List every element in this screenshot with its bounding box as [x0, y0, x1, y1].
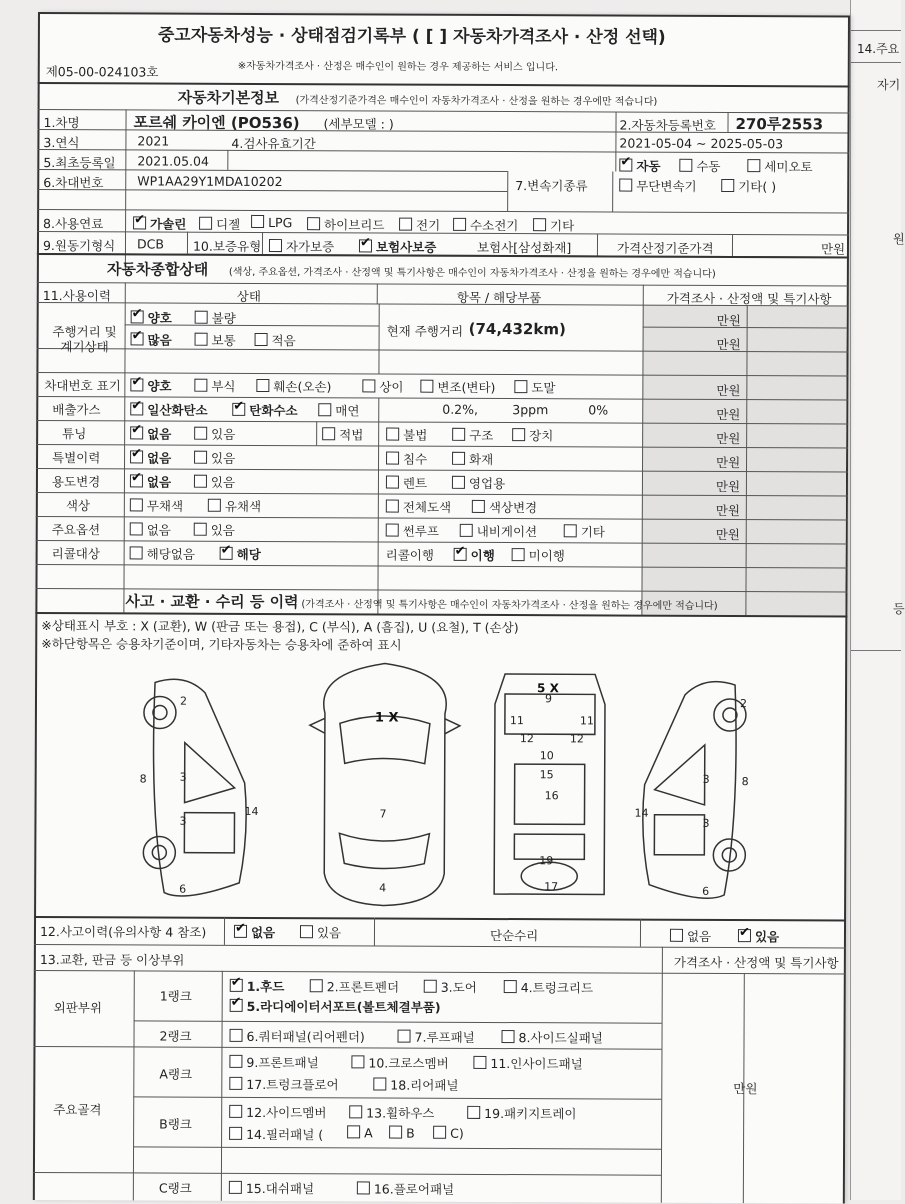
- part-package-tray-checkbox[interactable]: 19.패키지트레이: [467, 1104, 576, 1122]
- recall-yes-checkbox[interactable]: ✔ 해당: [220, 545, 261, 563]
- svg-text:10: 10: [539, 749, 554, 763]
- part-roof-panel-checkbox[interactable]: 7.루프패널: [397, 1028, 474, 1046]
- year-value: 2021: [137, 133, 170, 149]
- reg-no-label: 2.자동차등록번호: [619, 117, 716, 133]
- car-diagram: [124, 652, 765, 915]
- form-title: 중고자동차성능 · 상태점검기록부 ( [ ] 자동차가격조사 · 산정 선택): [157, 25, 666, 48]
- svg-text:3: 3: [179, 814, 187, 828]
- accident-none-checkbox[interactable]: ✔ 없음: [234, 923, 275, 941]
- options-label: 주요옵션: [51, 522, 101, 538]
- emission-smoke-checkbox[interactable]: 매연: [318, 401, 359, 419]
- vin-mark-diff-checkbox[interactable]: 상이: [362, 377, 403, 395]
- accident-history-label: 12.사고이력(유의사항 4 참조): [39, 924, 207, 940]
- options-navigation-checkbox[interactable]: 내비게이션: [460, 522, 537, 540]
- adjacent-page-text: 자기: [877, 78, 901, 92]
- price-unit: 만원: [716, 430, 741, 447]
- engine-label: 9.원동기형식: [42, 238, 116, 254]
- vin-mark-corrosion-checkbox[interactable]: 부식: [194, 377, 235, 395]
- warranty-self-checkbox[interactable]: 자가보증: [269, 237, 334, 255]
- section-title-condition: 자동차종합상태: [106, 260, 209, 279]
- vin-mark-good-checkbox[interactable]: ✔ 양호: [130, 376, 171, 394]
- emission-hc-checkbox[interactable]: ✔ 탄화수소: [232, 401, 297, 419]
- svg-text:3: 3: [702, 772, 710, 786]
- inspection-label: 4.검사유효기간: [231, 135, 316, 152]
- svg-text:2: 2: [179, 694, 188, 708]
- part-dash-panel-checkbox[interactable]: 15.대쉬패널: [229, 1179, 314, 1197]
- part-floor-panel-checkbox[interactable]: 16.플로어패널: [357, 1179, 454, 1197]
- recall-not-checkbox[interactable]: 미이행: [512, 546, 565, 564]
- warranty-insurer: 보험사[삼성화재]: [476, 239, 572, 256]
- options-sunroof-checkbox[interactable]: 썬루프: [386, 522, 439, 540]
- part-pillar-a-checkbox[interactable]: A: [347, 1125, 373, 1140]
- price-unit: 만원: [715, 502, 741, 519]
- simple-repair-none-checkbox[interactable]: 없음: [670, 927, 711, 945]
- emission-smoke-value: 0%: [588, 402, 609, 418]
- svg-text:2: 2: [739, 697, 748, 711]
- options-exist-checkbox[interactable]: 있음: [194, 521, 235, 539]
- inspection-period: 2021-05-04 ~ 2025-05-03: [619, 135, 784, 152]
- special-flood-checkbox[interactable]: 침수: [386, 450, 427, 468]
- transmission-other-checkbox[interactable]: 기타( ): [721, 177, 776, 195]
- first-reg-value: 2021.05.04: [137, 153, 209, 169]
- simple-repair-exist-checkbox[interactable]: ✔ 있음: [738, 927, 779, 945]
- fuel-lpg-checkbox[interactable]: LPG: [251, 215, 292, 230]
- svg-text:12: 12: [519, 732, 534, 746]
- price-unit: 만원: [715, 526, 740, 543]
- year-label: 3.연식: [43, 135, 80, 151]
- tuning-label: 튜닝: [62, 426, 87, 442]
- frame-label: 주요골격: [53, 1102, 102, 1118]
- col-price: 가격조사 · 산정액 및 특기사항: [666, 290, 832, 307]
- section-note-accident: (가격조사 · 산정액 및 특기사항은 매수인이 자동차가격조사 · 산정을 원하는 경우에만 적습니다): [301, 599, 718, 612]
- svg-text:8: 8: [741, 775, 749, 789]
- recall-done-checkbox[interactable]: ✔ 이행: [454, 546, 495, 564]
- mileage-label: 주행거리 및 계기상태: [52, 324, 117, 355]
- usage-none-checkbox[interactable]: ✔ 없음: [130, 472, 171, 490]
- recall-label: 리콜대상: [51, 546, 100, 562]
- transmission-semi-auto-checkbox[interactable]: 세미오토: [747, 157, 812, 175]
- svg-text:7: 7: [379, 807, 387, 821]
- svg-text:3: 3: [179, 770, 187, 784]
- price-unit: 만원: [716, 312, 741, 329]
- section-title-basic: 자동차기본정보: [177, 88, 280, 108]
- price-basis-label: 가격산정기준가격: [616, 240, 714, 256]
- meter-good-checkbox[interactable]: ✔양호: [131, 308, 172, 326]
- tuning-exist-checkbox[interactable]: 있음: [194, 425, 235, 443]
- col-item: 항목 / 해당부품: [456, 289, 542, 306]
- mark-radiator: 5 X: [537, 681, 559, 696]
- tuning-none-checkbox[interactable]: ✔ 없음: [130, 424, 171, 442]
- adjacent-page-heading: 14.주요: [857, 42, 900, 56]
- rank2-label: 2랭크: [159, 1028, 192, 1044]
- engine-value: DCB: [136, 236, 164, 252]
- part-side-member-checkbox[interactable]: 12.사이드멤버: [229, 1103, 326, 1121]
- price-unit: 만원: [716, 454, 741, 471]
- emission-co-value: 0.2%,: [442, 401, 479, 417]
- vin-value: WP1AA29Y1MDA10202: [137, 173, 283, 190]
- section-note-condition: (색상, 주요옵션, 가격조사 · 산정액 및 특기사항은 매수인이 자동차가격조사 · 산정을 원하는 경우에만 적습니다): [228, 266, 716, 280]
- mark-hood: 1 X: [374, 710, 399, 726]
- part-trunk-lid-checkbox[interactable]: 4.트렁크리드: [504, 978, 593, 996]
- svg-text:3: 3: [702, 816, 710, 830]
- price-basis-unit: 만원: [820, 241, 846, 257]
- tuning-illegal-checkbox[interactable]: 불법: [386, 426, 427, 444]
- svg-text:9: 9: [544, 692, 553, 706]
- usage-business-checkbox[interactable]: 영업용: [452, 474, 505, 492]
- svg-text:11: 11: [509, 714, 524, 728]
- special-exist-checkbox[interactable]: 있음: [194, 449, 235, 467]
- recall-none-checkbox[interactable]: 해당없음: [130, 544, 195, 562]
- part-inside-panel-checkbox[interactable]: 11.인사이드패널: [473, 1054, 582, 1072]
- warranty-label: 10.보증유형: [192, 238, 262, 254]
- outer-panels-label: 외판부위: [53, 1000, 103, 1016]
- adjacent-page: [850, 0, 905, 1200]
- part-radiator-support-checkbox[interactable]: ✔5.라디에이터서포트(볼트체결부품): [230, 997, 441, 1016]
- car-name-detail: (세부모델 : ): [323, 116, 394, 132]
- tuning-structure-checkbox[interactable]: 구조: [452, 426, 493, 444]
- price-unit: 만원: [716, 406, 741, 423]
- fuel-hydrogen-checkbox[interactable]: 수소전기: [453, 216, 518, 234]
- fuel-gasoline-checkbox[interactable]: ✔ 가솔린: [133, 214, 186, 232]
- part-hood-checkbox[interactable]: ✔1.후드: [230, 977, 285, 995]
- section-title-accident: 사고 · 교환 · 수리 등 이력: [125, 592, 299, 612]
- parts-price-head: 가격조사 · 산정액 및 특기사항: [673, 954, 839, 971]
- color-achromatic-checkbox[interactable]: 무채색: [130, 496, 183, 514]
- fuel-hybrid-checkbox[interactable]: 하이브리드: [307, 215, 384, 233]
- legend-basis: ※하단항목은 승용차기준이며, 기타자동차는 승용차에 준하여 표시: [41, 636, 402, 653]
- section-note-basic: (가격산정기준가격은 매수인이 자동차가격조사 · 산정을 원하는 경우에만 적습니다): [295, 95, 658, 108]
- fuel-electric-checkbox[interactable]: 전기: [399, 216, 440, 234]
- part-cross-member-checkbox[interactable]: 10.크로스멤버: [351, 1053, 448, 1071]
- emission-label: 배출가스: [52, 402, 101, 418]
- vin-mark-painted-checkbox[interactable]: 도말: [514, 378, 555, 396]
- rank1-label: 1랭크: [159, 988, 192, 1004]
- meter-bad-checkbox[interactable]: 불량: [195, 309, 236, 327]
- first-reg-label: 5.최초등록일: [43, 155, 116, 171]
- emission-hc-value: 3ppm: [512, 402, 549, 418]
- part-quarter-panel-checkbox[interactable]: 6.쿼터패널(리어펜더): [229, 1027, 364, 1046]
- svg-text:19: 19: [539, 854, 554, 868]
- mileage-value: (74,432km): [468, 319, 566, 339]
- col-history: 11.사용이력: [42, 288, 111, 304]
- vin-label: 6.차대번호: [43, 175, 104, 191]
- part-front-panel-checkbox[interactable]: 9.프론트패널: [229, 1053, 318, 1071]
- adjacent-page-text: 원: [893, 232, 905, 246]
- simple-repair-label: 단순수리: [489, 927, 539, 944]
- special-label: 특별이력: [52, 450, 101, 466]
- usage-rent-checkbox[interactable]: 렌트: [386, 474, 427, 492]
- fuel-diesel-checkbox[interactable]: 디젤: [199, 215, 240, 233]
- part-pillar-b-checkbox[interactable]: B: [389, 1126, 415, 1141]
- rankC-label: C랭크: [158, 1180, 192, 1196]
- fuel-other-checkbox[interactable]: 기타: [533, 216, 574, 234]
- transmission-auto-checkbox[interactable]: ✔자동: [619, 157, 660, 175]
- tuning-legal-checkbox[interactable]: 적법: [322, 425, 363, 443]
- svg-text:14: 14: [634, 806, 649, 820]
- part-pillar-panel-checkbox[interactable]: 14.필러패널 (: [229, 1125, 323, 1143]
- header-note: ※자동차가격조사 · 산정은 매수인이 원하는 경우 제공하는 서비스 입니다.: [237, 60, 559, 74]
- svg-text:8: 8: [139, 772, 147, 786]
- vin-mark-label: 차대번호 표기: [44, 378, 121, 394]
- usage-label: 용도변경: [51, 474, 101, 490]
- svg-text:17: 17: [544, 880, 559, 894]
- emission-co-checkbox[interactable]: ✔ 일산화탄소: [130, 400, 207, 418]
- svg-text:15: 15: [539, 768, 554, 782]
- color-change-checkbox[interactable]: 색상변경: [472, 498, 537, 516]
- part-door-checkbox[interactable]: 3.도어: [424, 978, 477, 996]
- parts-price-unit: 만원: [733, 1081, 758, 1097]
- mileage-many-checkbox[interactable]: ✔많음: [131, 330, 172, 348]
- car-name-label: 1.차명: [43, 115, 80, 131]
- part-pillar-c-checkbox[interactable]: C): [433, 1126, 464, 1141]
- options-none-checkbox[interactable]: 없음: [130, 520, 171, 538]
- svg-text:6: 6: [702, 884, 710, 898]
- special-none-checkbox[interactable]: ✔ 없음: [130, 448, 171, 466]
- svg-text:4: 4: [379, 881, 387, 895]
- part-trunk-floor-checkbox[interactable]: 17.트렁크플로어: [229, 1075, 338, 1093]
- part-rear-panel-checkbox[interactable]: 18.리어패널: [373, 1075, 458, 1093]
- rankA-label: A랭크: [159, 1066, 193, 1082]
- color-chromatic-checkbox[interactable]: 유채색: [208, 497, 261, 515]
- adjacent-page-text: 등: [893, 602, 905, 616]
- svg-text:12: 12: [569, 732, 584, 746]
- accident-exist-checkbox[interactable]: 있음: [300, 923, 341, 941]
- mileage-few-checkbox[interactable]: 적음: [255, 331, 296, 349]
- svg-text:6: 6: [179, 882, 187, 896]
- col-status: 상태: [236, 288, 261, 304]
- price-unit: 만원: [716, 336, 741, 353]
- mileage-text: 현재 주행거리: [386, 323, 464, 339]
- transmission-label: 7.변속기종류: [515, 178, 588, 194]
- rankB-label: B랭크: [159, 1116, 192, 1132]
- special-fire-checkbox[interactable]: 화재: [452, 450, 493, 468]
- price-unit: 만원: [715, 478, 741, 495]
- svg-text:11: 11: [579, 714, 594, 728]
- car-name-value: 포르쉐 카이엔 (PO536): [133, 113, 300, 133]
- part-wheel-house-checkbox[interactable]: 13.휠하우스: [349, 1103, 434, 1121]
- fuel-label: 8.사용연료: [43, 216, 104, 232]
- mileage-normal-checkbox[interactable]: 보통: [195, 331, 236, 349]
- svg-text:14: 14: [244, 804, 259, 818]
- options-other-checkbox[interactable]: 기타: [564, 522, 605, 540]
- warranty-insurance-checkbox[interactable]: ✔ 보험사보증: [359, 237, 436, 255]
- recall-done-label: 리콜이행: [385, 547, 434, 563]
- inspection-form: [33, 12, 850, 1204]
- color-label: 색상: [65, 498, 91, 514]
- reg-no-value: 270루2553: [735, 115, 824, 134]
- legend-symbols: ※상태표시 부호 : X (교환), W (판금 또는 용접), C (부식), A (흠집), U (요철), T (손상): [41, 618, 519, 636]
- transmission-manual-checkbox[interactable]: 수동: [679, 157, 720, 175]
- svg-text:16: 16: [544, 789, 559, 803]
- vin-mark-altered-checkbox[interactable]: 변조(변타): [420, 378, 495, 396]
- color-fullpaint-checkbox[interactable]: 전체도색: [386, 498, 451, 516]
- vin-mark-damage-checkbox[interactable]: 훼손(오손): [256, 377, 331, 395]
- part-front-fender-checkbox[interactable]: 2.프론트펜더: [310, 977, 399, 995]
- parts-title: 13.교환, 판금 등 이상부위: [39, 952, 185, 968]
- part-side-sill-checkbox[interactable]: 8.사이드실패널: [501, 1028, 602, 1046]
- transmission-cvt-checkbox[interactable]: 무단변속기: [619, 177, 696, 195]
- price-unit: 만원: [716, 382, 741, 399]
- doc-number: 제05-00-024103호: [45, 64, 159, 80]
- usage-exist-checkbox[interactable]: 있음: [194, 473, 235, 491]
- tuning-device-checkbox[interactable]: 장치: [512, 426, 553, 444]
